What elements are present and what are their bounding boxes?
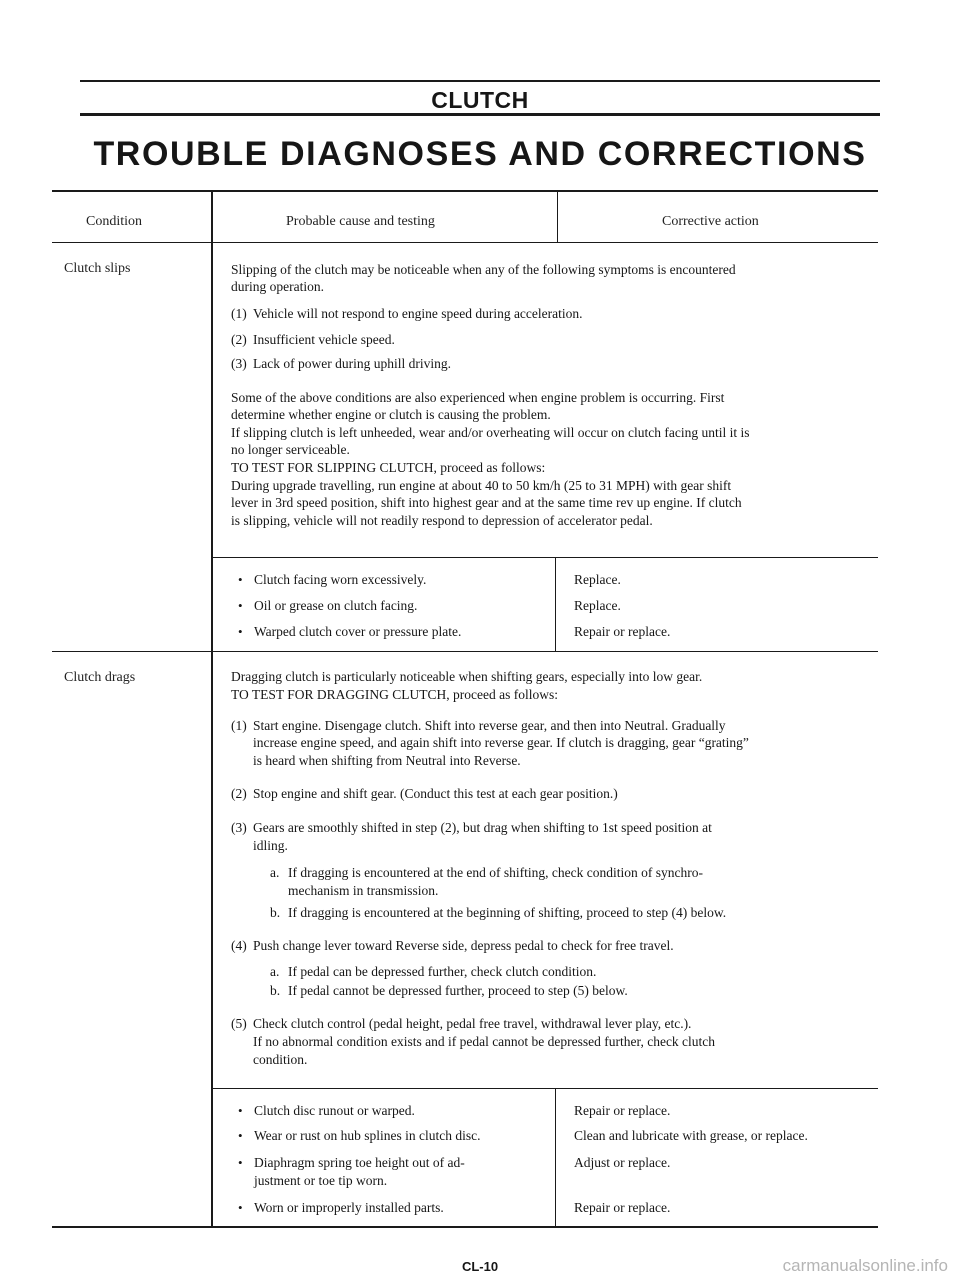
drags-action-divider — [555, 1088, 556, 1226]
drags-cause-top-rule — [213, 1088, 878, 1089]
drags-intro-line: Dragging clutch is particularly noticeable when shifting gears, especially into low gear. — [231, 669, 703, 684]
symptom-text: Lack of power during uphill driving. — [253, 356, 451, 371]
slips-note-line: no longer serviceable. — [231, 442, 350, 457]
slips-note-line: determine whether engine or clutch is causing the problem. — [231, 407, 551, 422]
slips-test-line: is slipping, vehicle will not readily respond to depression of accelerator pedal. — [231, 513, 653, 528]
step-text: idling. — [253, 838, 288, 853]
step-number: (3) — [231, 820, 247, 835]
step-number: (2) — [231, 786, 247, 801]
substep-text: If pedal can be depressed further, check clutch condition. — [288, 964, 597, 979]
slips-test-line: During upgrade travelling, run engine at about 40 to 50 km/h (25 to 31 MPH) with gear shift — [231, 478, 732, 493]
step-number: (1) — [231, 718, 247, 733]
symptom-text: Vehicle will not respond to engine speed during acceleration. — [253, 306, 583, 321]
symptom-number: (2) — [231, 332, 247, 347]
drags-action: Repair or replace. — [574, 1103, 671, 1118]
slips-note-line: If slipping clutch is left unheeded, wear and/or overheating will occur on clutch facing until it is — [231, 425, 750, 440]
slips-note-line: Some of the above conditions are also experienced when engine problem is occurring. First — [231, 390, 725, 405]
drags-action: Adjust or replace. — [574, 1155, 671, 1170]
step-text: Check clutch control (pedal height, pedal free travel, withdrawal lever play, etc.). — [253, 1016, 692, 1031]
page-number: CL-10 — [461, 1259, 499, 1274]
action-header: Corrective action — [662, 214, 759, 229]
slips-test-heading: TO TEST FOR SLIPPING CLUTCH, proceed as follows: — [231, 460, 546, 475]
table-top-rule — [52, 190, 878, 192]
slips-test-line: lever in 3rd speed position, shift into highest gear and at the same time rev up engine. If clutch — [231, 495, 742, 510]
condition-header: Condition — [86, 214, 143, 229]
substep-text: mechanism in transmission. — [288, 883, 439, 898]
symptom-text: Insufficient vehicle speed. — [253, 332, 395, 347]
step-number: (4) — [231, 938, 247, 953]
drags-cause-item: • Wear or rust on hub splines in clutch disc. — [254, 1127, 481, 1144]
condition-clutch-drags: Clutch drags — [64, 670, 136, 685]
step-number: (5) — [231, 1016, 247, 1031]
drags-intro-line: TO TEST FOR DRAGGING CLUTCH, proceed as follows: — [231, 687, 558, 702]
slips-cause-top-rule — [213, 557, 878, 558]
slips-cause-item: • Warped clutch cover or pressure plate. — [254, 623, 461, 640]
symptom-number: (1) — [231, 306, 247, 321]
drags-cause-item: • Clutch disc runout or warped. — [254, 1102, 415, 1119]
step-text: Start engine. Disengage clutch. Shift into reverse gear, and then into Neutral. Gradually — [253, 718, 726, 733]
step-text: is heard when shifting from Neutral into Reverse. — [253, 753, 521, 768]
drags-action: Repair or replace. — [574, 1200, 671, 1215]
substep-text: If dragging is encountered at the beginning of shifting, proceed to step (4) below. — [288, 905, 727, 920]
slips-intro-line: Slipping of the clutch may be noticeable when any of the following symptoms is encountered — [231, 262, 736, 277]
slips-cause-item: • Oil or grease on clutch facing. — [254, 597, 417, 614]
step-text: increase engine speed, and again shift into reverse gear. If clutch is dragging, gear “grating” — [253, 735, 749, 750]
substep-letter: a. — [270, 865, 280, 880]
column-divider — [211, 190, 213, 1226]
slips-cause-item: • Clutch facing worn excessively. — [254, 571, 426, 588]
step-text: condition. — [253, 1052, 308, 1067]
substep-letter: b. — [270, 905, 281, 920]
header-bottom-rule — [52, 242, 878, 243]
substep-letter: b. — [270, 983, 281, 998]
symptom-number: (3) — [231, 356, 247, 371]
drags-cause-item: • Diaphragm spring toe height out of ad- — [254, 1154, 465, 1171]
section-title: CLUTCH — [431, 87, 529, 113]
drags-action: Clean and lubricate with grease, or replace. — [574, 1128, 808, 1143]
slips-action-divider — [555, 557, 556, 651]
slips-intro-line: during operation. — [231, 279, 324, 294]
substep-text: If pedal cannot be depressed further, proceed to step (5) below. — [288, 983, 628, 998]
table-bottom-rule — [52, 1226, 878, 1228]
slips-action: Replace. — [574, 598, 621, 613]
substep-letter: a. — [270, 964, 280, 979]
cause-header: Probable cause and testing — [286, 214, 435, 229]
section-divider-rule — [52, 651, 878, 652]
action-divider-head — [557, 190, 558, 242]
step-text: Stop engine and shift gear. (Conduct this test at each gear position.) — [253, 786, 618, 801]
header-rule — [80, 113, 880, 116]
page-title: TROUBLE DIAGNOSES AND CORRECTIONS — [93, 135, 867, 173]
drags-cause-continuation: justment or toe tip worn. — [254, 1173, 388, 1188]
slips-action: Replace. — [574, 572, 621, 587]
substep-text: If dragging is encountered at the end of shifting, check condition of synchro- — [288, 865, 703, 880]
step-text: If no abnormal condition exists and if pedal cannot be depressed further, check clutch — [253, 1034, 716, 1049]
condition-clutch-slips: Clutch slips — [64, 261, 131, 276]
step-text: Push change lever toward Reverse side, depress pedal to check for free travel. — [253, 938, 674, 953]
step-text: Gears are smoothly shifted in step (2), but drag when shifting to 1st speed position at — [253, 820, 712, 835]
drags-cause-item: • Worn or improperly installed parts. — [254, 1199, 444, 1216]
top-rule — [80, 80, 880, 82]
slips-action: Repair or replace. — [574, 624, 671, 639]
watermark: carmanualsonline.info — [782, 1256, 948, 1275]
